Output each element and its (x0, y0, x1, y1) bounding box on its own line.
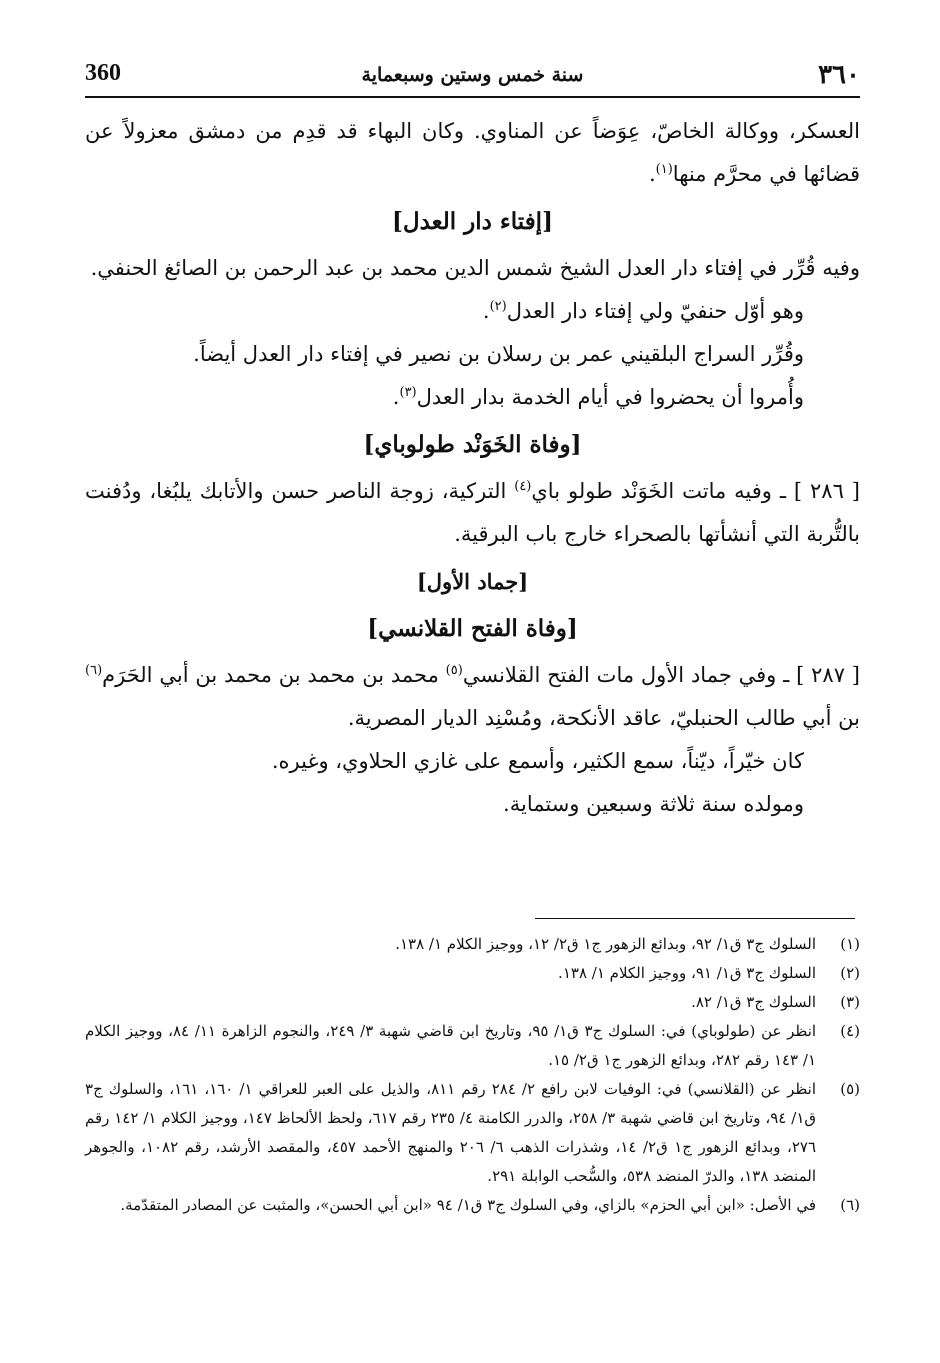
footnote-number: (٥) (840, 1080, 860, 1098)
paragraph-3 (85, 290, 860, 333)
heading-death-tulubay: [وفاة الخَوَنْد طولوباي] (363, 431, 582, 458)
paragraph-7-rest: بن أبي طالب الحنبليّ، عاقد الأنكحة، ومُسْنِد الديار المصرية. (347, 706, 860, 730)
footnote-text: انظر عن (القلانسي) في: الوفيات لابن رافع ٢/ ٢٨٤ رقم ٨١١، والذيل على العبر للعراقي ١/ ١٦٠، ١٦١، والسلوك ج٣ ق١/ ٩٤، وتاريخ ابن قاضي شهبة ٣/ ٢٥٨، والدرر الكامنة ٤/ ٢٣٥ رقم ٦١٧، ولحظ الألحاظ ١٤٧، ووجيز الكلام ١/ ١٤٢ رقم ٢٧٦، وبدائع الزهور ج١ ق٢/ ١٤، وشذرات الذهب ٦/ ٢٠٦ والمنهج الأحمد ٤٥٧، والمقصد الأرشد، رقم ١٠٨٢، والجوهر المنضد ١٣٨، والدرّ المنضد ٥٣٨، والسُّحب الوابلة ٢٩١. (85, 1080, 817, 1185)
footnote-ref-6[interactable]: (٦) (85, 663, 103, 678)
running-title: سنة خمس وستين وسبعماية (361, 64, 584, 86)
footnote-number: (٣) (840, 993, 860, 1011)
footnote-text: انظر عن (طولوباي) في: السلوك ج٣ ق١/ ٩٥، وتاريخ ابن قاضي شهبة ٣/ ٢٤٩، والنجوم الزاهرة ١١/ ٨٤، ووجيز الكلام ١/ ١٤٣ رقم ٢٨٢، وبدائع الزهور ج١ ق٢/ ١٥. (85, 1022, 817, 1069)
paragraph-5-end: . (392, 385, 400, 409)
footnote-6 (85, 1191, 860, 1220)
paragraph-6-start: [ ٢٨٦ ] ـ وفيه ماتت الخَوَنْد طولو باي (531, 479, 860, 503)
footnote-5 (85, 1075, 860, 1191)
paragraph-6 (85, 470, 860, 556)
footnote-ref-4[interactable]: (٤) (514, 479, 532, 494)
paragraph-1 (85, 110, 860, 196)
paragraph-4: وقُرِّر السراج البلقيني عمر بن رسلان بن نصير في إفتاء دار العدل أيضاً. (193, 342, 804, 366)
header-rule (85, 96, 860, 98)
paragraph-5-text: وأُمروا أن يحضروا في أيام الخدمة بدار العدل (416, 385, 804, 409)
paragraph-8: كان خيّراً، ديّناً، سمع الكثير، وأسمع على غازي الحلاوي، وغيره. (271, 749, 804, 773)
footnote-text: السلوك ج٣ ق١/ ٨٢. (691, 993, 816, 1011)
paragraph-2: وفيه قُرِّر في إفتاء دار العدل الشيخ شمس الدين محمد بن عبد الرحمن بن الصائغ الحنفي. (90, 256, 860, 280)
page-number-latin: 360 (85, 60, 121, 86)
footnote-ref-1[interactable]: (١) (655, 162, 673, 177)
footnote-number: (٦) (840, 1196, 860, 1214)
heading-jumada-al-awwal: [جماد الأول] (416, 569, 529, 594)
footnote-text: السلوك ج٣ ق١/ ٩٢، وبدائع الزهور ج١ ق٢/ ١٢، ووجيز الكلام ١/ ١٣٨. (395, 935, 816, 953)
footnote-3 (85, 988, 860, 1017)
footnotes (85, 930, 860, 1220)
footnote-ref-5[interactable]: (٥) (445, 663, 463, 678)
heading-ifta-dar-aladl: [إفتاء دار العدل] (392, 208, 553, 235)
footnote-ref-2[interactable]: (٢) (489, 299, 507, 314)
footnote-number: (١) (840, 935, 860, 953)
main-text (85, 110, 860, 826)
footnote-2 (85, 959, 860, 988)
footnote-ref-3[interactable]: (٣) (399, 385, 417, 400)
paragraph-7-mid: محمد بن محمد بن محمد بن أبي الحَرَم (102, 663, 446, 687)
footnote-number: (٤) (840, 1022, 860, 1040)
paragraph-9: ومولده سنة ثلاثة وسبعين وستماية. (503, 792, 804, 816)
paragraph-1-text: العسكر، ووكالة الخاصّ، عِوَضاً عن المناوي. وكان البهاء قد قدِم من دمشق معزولاً عن قضائها في محرَّم منها (85, 119, 860, 186)
paragraph-3-end: . (482, 299, 490, 323)
paragraph-1-end: . (648, 162, 656, 186)
footnote-number: (٢) (840, 964, 860, 982)
paragraph-7-start: [ ٢٨٧ ] ـ وفي جماد الأول مات الفتح القلانسي (462, 663, 860, 687)
paragraph-5 (85, 376, 860, 419)
page-number-arabic: ٣٦٠ (818, 60, 860, 90)
footnote-text: السلوك ج٣ ق١/ ٩١، ووجيز الكلام ١/ ١٣٨. (558, 964, 816, 982)
footnote-4 (85, 1017, 860, 1075)
paragraph-6-rest: التركية، زوجة الناصر حسن والأتابك يلبُغا، ودُفنت بالتُّربة التي أنشأتها بالصحراء خارج باب البرقية. (85, 479, 860, 546)
footnote-text: في الأصل: «ابن أبي الحزم» بالزاي، وفي السلوك ج٣ ق١/ ٩٤ «ابن أبي الحسن»، والمثبت عن المصادر المتقدّمة. (120, 1196, 816, 1214)
paragraph-3-text: وهو أوّل حنفيّ ولي إفتاء دار العدل (506, 299, 804, 323)
footnote-1 (85, 930, 860, 959)
paragraph-7 (85, 654, 860, 740)
footnote-separator (535, 918, 855, 919)
page-header (85, 58, 860, 94)
heading-death-qalanisi: [وفاة الفتح القلانسي] (367, 615, 578, 642)
